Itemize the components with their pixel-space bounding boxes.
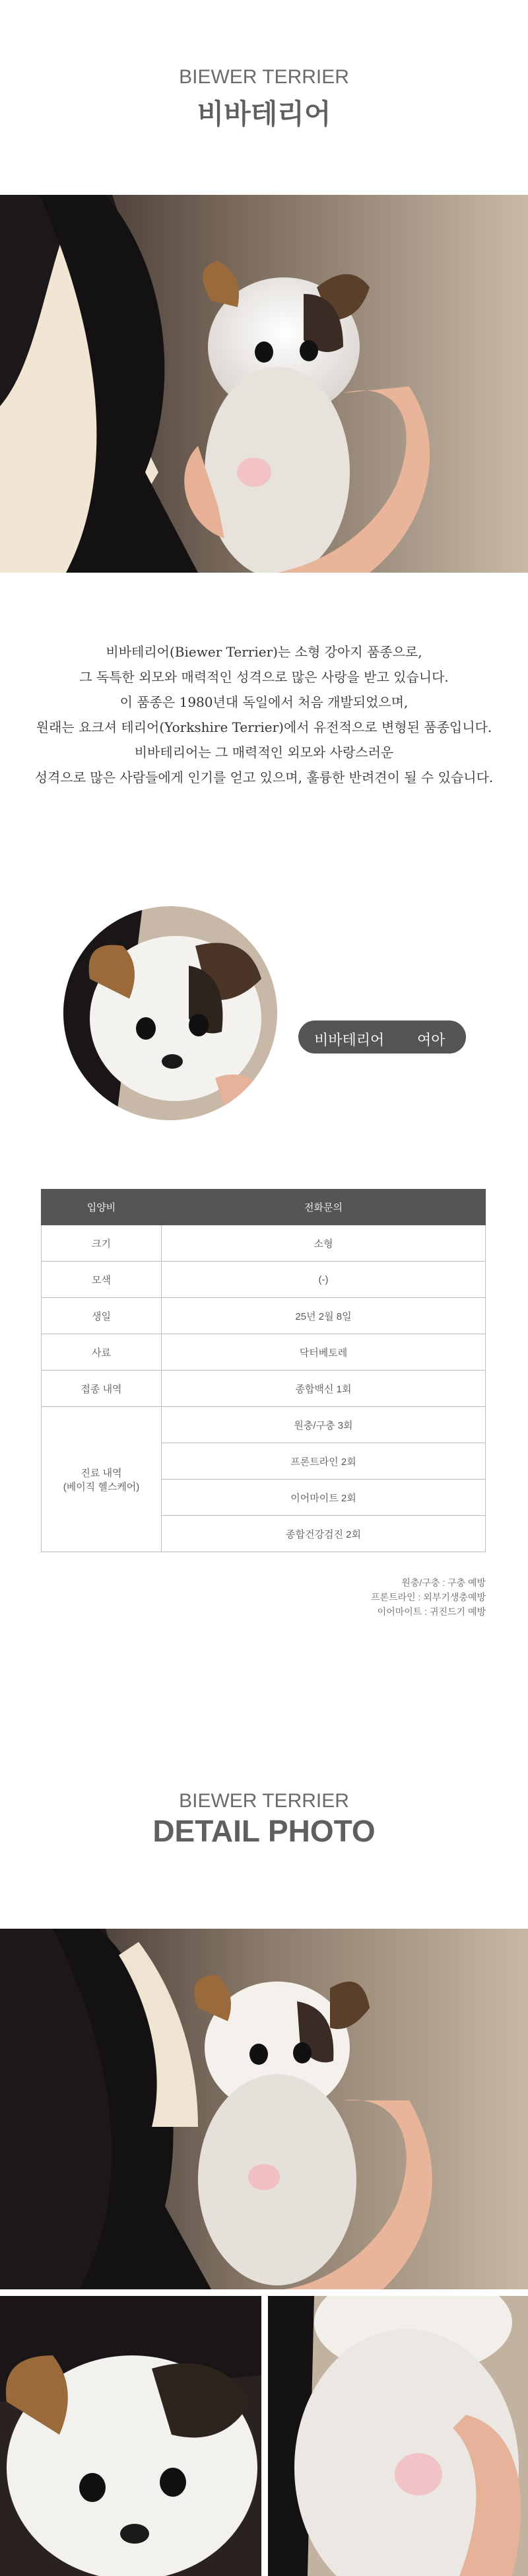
intro-line: 원래는 요크셔 테리어(Yorkshire Terrier)에서 유전적으로 변형된 품종입니다. xyxy=(36,719,492,735)
treatment-value: 이어마이트 2회 xyxy=(162,1480,486,1516)
section-eyebrow: BIEWER TERRIER xyxy=(179,66,349,88)
intro-line: 성격으로 많은 사람들에게 인기를 얻고 있으며, 훌륭한 반려견이 될 수 있습니다. xyxy=(34,769,494,785)
profile-photo xyxy=(63,906,277,1120)
info-table xyxy=(41,1189,486,1552)
intro-line: 비바테리어는 그 매력적인 외모와 사랑스러운 xyxy=(134,744,394,760)
table-row xyxy=(42,1334,486,1371)
detail-photo-left xyxy=(0,2296,261,2576)
detail-title: DETAIL PHOTO xyxy=(152,1814,376,1848)
treatment-label-line: 진료 내역 xyxy=(81,1467,122,1479)
intro-line: 이 품종은 1980년대 독일에서 처음 개발되었으며, xyxy=(119,694,409,710)
row-label: 크기 xyxy=(42,1225,162,1262)
treatment-value: 원충/구충 3회 xyxy=(162,1407,486,1443)
table-row xyxy=(42,1298,486,1334)
row-value: (-) xyxy=(162,1262,486,1298)
footnote: 이어마이트 : 귀진드기 예방 xyxy=(377,1606,486,1617)
row-value: 소형 xyxy=(162,1225,486,1262)
detail-eyebrow: BIEWER TERRIER xyxy=(179,1790,349,1812)
hero-photo xyxy=(0,195,528,573)
breed-name: 비바테리어 xyxy=(314,1032,385,1048)
treatment-value: 종합건강검진 2회 xyxy=(162,1516,486,1552)
intro-line: 그 독특한 외모와 매력적인 성격으로 많은 사랑을 받고 있습니다. xyxy=(79,669,449,685)
table-row xyxy=(42,1262,486,1298)
row-value: 25년 2월 8일 xyxy=(162,1298,486,1334)
table-header-cell: 전화문의 xyxy=(162,1190,486,1225)
footnote: 프론트라인 : 외부기생충예방 xyxy=(371,1592,486,1602)
table-header-cell: 입양비 xyxy=(42,1190,162,1225)
sex-label: 여아 xyxy=(417,1032,446,1048)
intro-text xyxy=(0,639,528,790)
profile-badge xyxy=(298,1020,466,1054)
row-label: 생일 xyxy=(42,1298,162,1334)
detail-photo-right xyxy=(268,2296,528,2576)
footnote: 원충/구충 : 구충 예방 xyxy=(401,1577,486,1588)
table-row xyxy=(42,1407,486,1443)
row-label: 모색 xyxy=(42,1262,162,1298)
row-label: 접종 내역 xyxy=(42,1371,162,1407)
treatment-label xyxy=(42,1407,162,1552)
intro-line: 비바테리어(Biewer Terrier)는 소형 강아지 품종으로, xyxy=(106,644,422,660)
row-value: 닥터베토레 xyxy=(162,1334,486,1371)
table-row xyxy=(42,1225,486,1262)
detail-photo-main xyxy=(0,1929,528,2289)
table-row xyxy=(42,1371,486,1407)
row-value: 종합백신 1회 xyxy=(162,1371,486,1407)
footnotes xyxy=(371,1575,486,1619)
table-header-row xyxy=(42,1190,486,1225)
page-title: 비바테리어 xyxy=(197,98,331,129)
row-label: 사료 xyxy=(42,1334,162,1371)
treatment-value: 프론트라인 2회 xyxy=(162,1443,486,1480)
treatment-label-line: (베이직 헬스케어) xyxy=(63,1481,140,1493)
